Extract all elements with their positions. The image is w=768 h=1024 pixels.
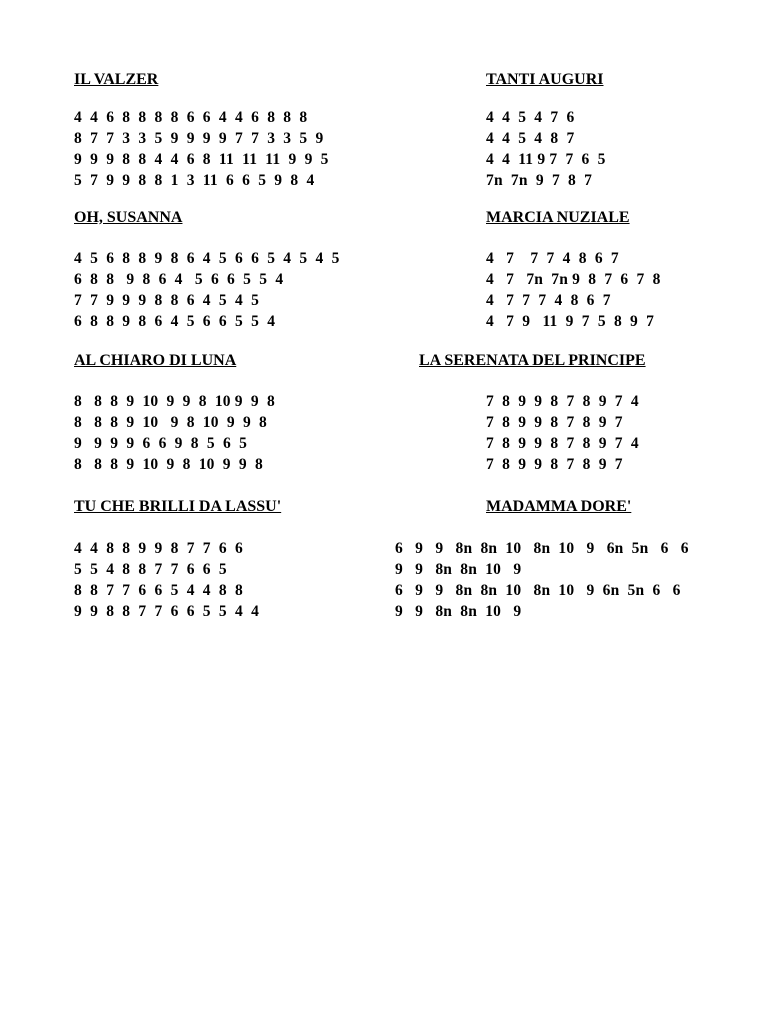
- song-line: 6 8 8 9 8 6 4 5 6 6 5 5 4: [74, 271, 284, 288]
- song-line: 8 8 8 9 10 9 8 10 9 9 8: [74, 414, 267, 431]
- song-line: 9 9 9 8 8 4 4 6 8 11 11 11 9 9 5: [74, 151, 329, 168]
- song-title-al-chiaro-di-luna: AL CHIARO DI LUNA: [74, 352, 237, 369]
- song-line: 6 8 8 9 8 6 4 5 6 6 5 5 4: [74, 313, 276, 330]
- song-line: 4 7 7 7 4 8 6 7: [486, 250, 619, 267]
- song-line: 7 8 9 9 8 7 8 9 7: [486, 456, 623, 473]
- song-line: 7 8 9 9 8 7 8 9 7 4: [486, 393, 639, 410]
- song-line: 6 9 9 8n 8n 10 8n 10 9 6n 5n 6 6: [395, 582, 681, 599]
- song-line: 9 9 8n 8n 10 9: [395, 561, 522, 578]
- song-line: 8 8 7 7 6 6 5 4 4 8 8: [74, 582, 243, 599]
- song-line: 4 4 6 8 8 8 8 6 6 4 4 6 8 8 8: [74, 109, 308, 126]
- song-line: 4 4 5 4 8 7: [486, 130, 575, 147]
- song-line: 9 9 8n 8n 10 9: [395, 603, 522, 620]
- song-line: 6 9 9 8n 8n 10 8n 10 9 6n 5n 6 6: [395, 540, 689, 557]
- song-line: 4 7 7 7 4 8 6 7: [486, 292, 611, 309]
- song-line: 5 7 9 9 8 8 1 3 11 6 6 5 9 8 4: [74, 172, 315, 189]
- song-line: 9 9 9 9 6 6 9 8 5 6 5: [74, 435, 248, 452]
- song-line: 4 5 6 8 8 9 8 6 4 5 6 6 5 4 5 4 5: [74, 250, 340, 267]
- song-title-oh-susanna: OH, SUSANNA: [74, 209, 183, 226]
- song-line: 4 4 5 4 7 6: [486, 109, 575, 126]
- song-line: 7 7 9 9 9 8 8 6 4 5 4 5: [74, 292, 260, 309]
- song-title-la-serenata-del-principe: LA SERENATA DEL PRINCIPE: [419, 352, 646, 369]
- song-line: 7 8 9 9 8 7 8 9 7 4: [486, 435, 639, 452]
- song-line: 4 7 7n 7n 9 8 7 6 7 8: [486, 271, 661, 288]
- song-line: 7 8 9 9 8 7 8 9 7: [486, 414, 623, 431]
- song-line: 4 4 8 8 9 9 8 7 7 6 6: [74, 540, 243, 557]
- song-title-madamma-dore: MADAMMA DORE': [486, 498, 632, 515]
- song-title-il-valzer: IL VALZER: [74, 71, 159, 88]
- song-title-tu-che-brilli-da-lassu: TU CHE BRILLI DA LASSU': [74, 498, 282, 515]
- song-line: 4 7 9 11 9 7 5 8 9 7: [486, 313, 655, 330]
- song-line: 4 4 11 9 7 7 6 5: [486, 151, 606, 168]
- song-line: 8 8 8 9 10 9 9 8 10 9 9 8: [74, 393, 275, 410]
- song-line: 8 7 7 3 3 5 9 9 9 9 7 7 3 3 5 9: [74, 130, 324, 147]
- song-line: 5 5 4 8 8 7 7 6 6 5: [74, 561, 227, 578]
- song-line: 9 9 8 8 7 7 6 6 5 5 4 4: [74, 603, 260, 620]
- song-line: 7n 7n 9 7 8 7: [486, 172, 593, 189]
- song-title-tanti-auguri: TANTI AUGURI: [486, 71, 604, 88]
- song-line: 8 8 8 9 10 9 8 10 9 9 8: [74, 456, 263, 473]
- song-title-marcia-nuziale: MARCIA NUZIALE: [486, 209, 630, 226]
